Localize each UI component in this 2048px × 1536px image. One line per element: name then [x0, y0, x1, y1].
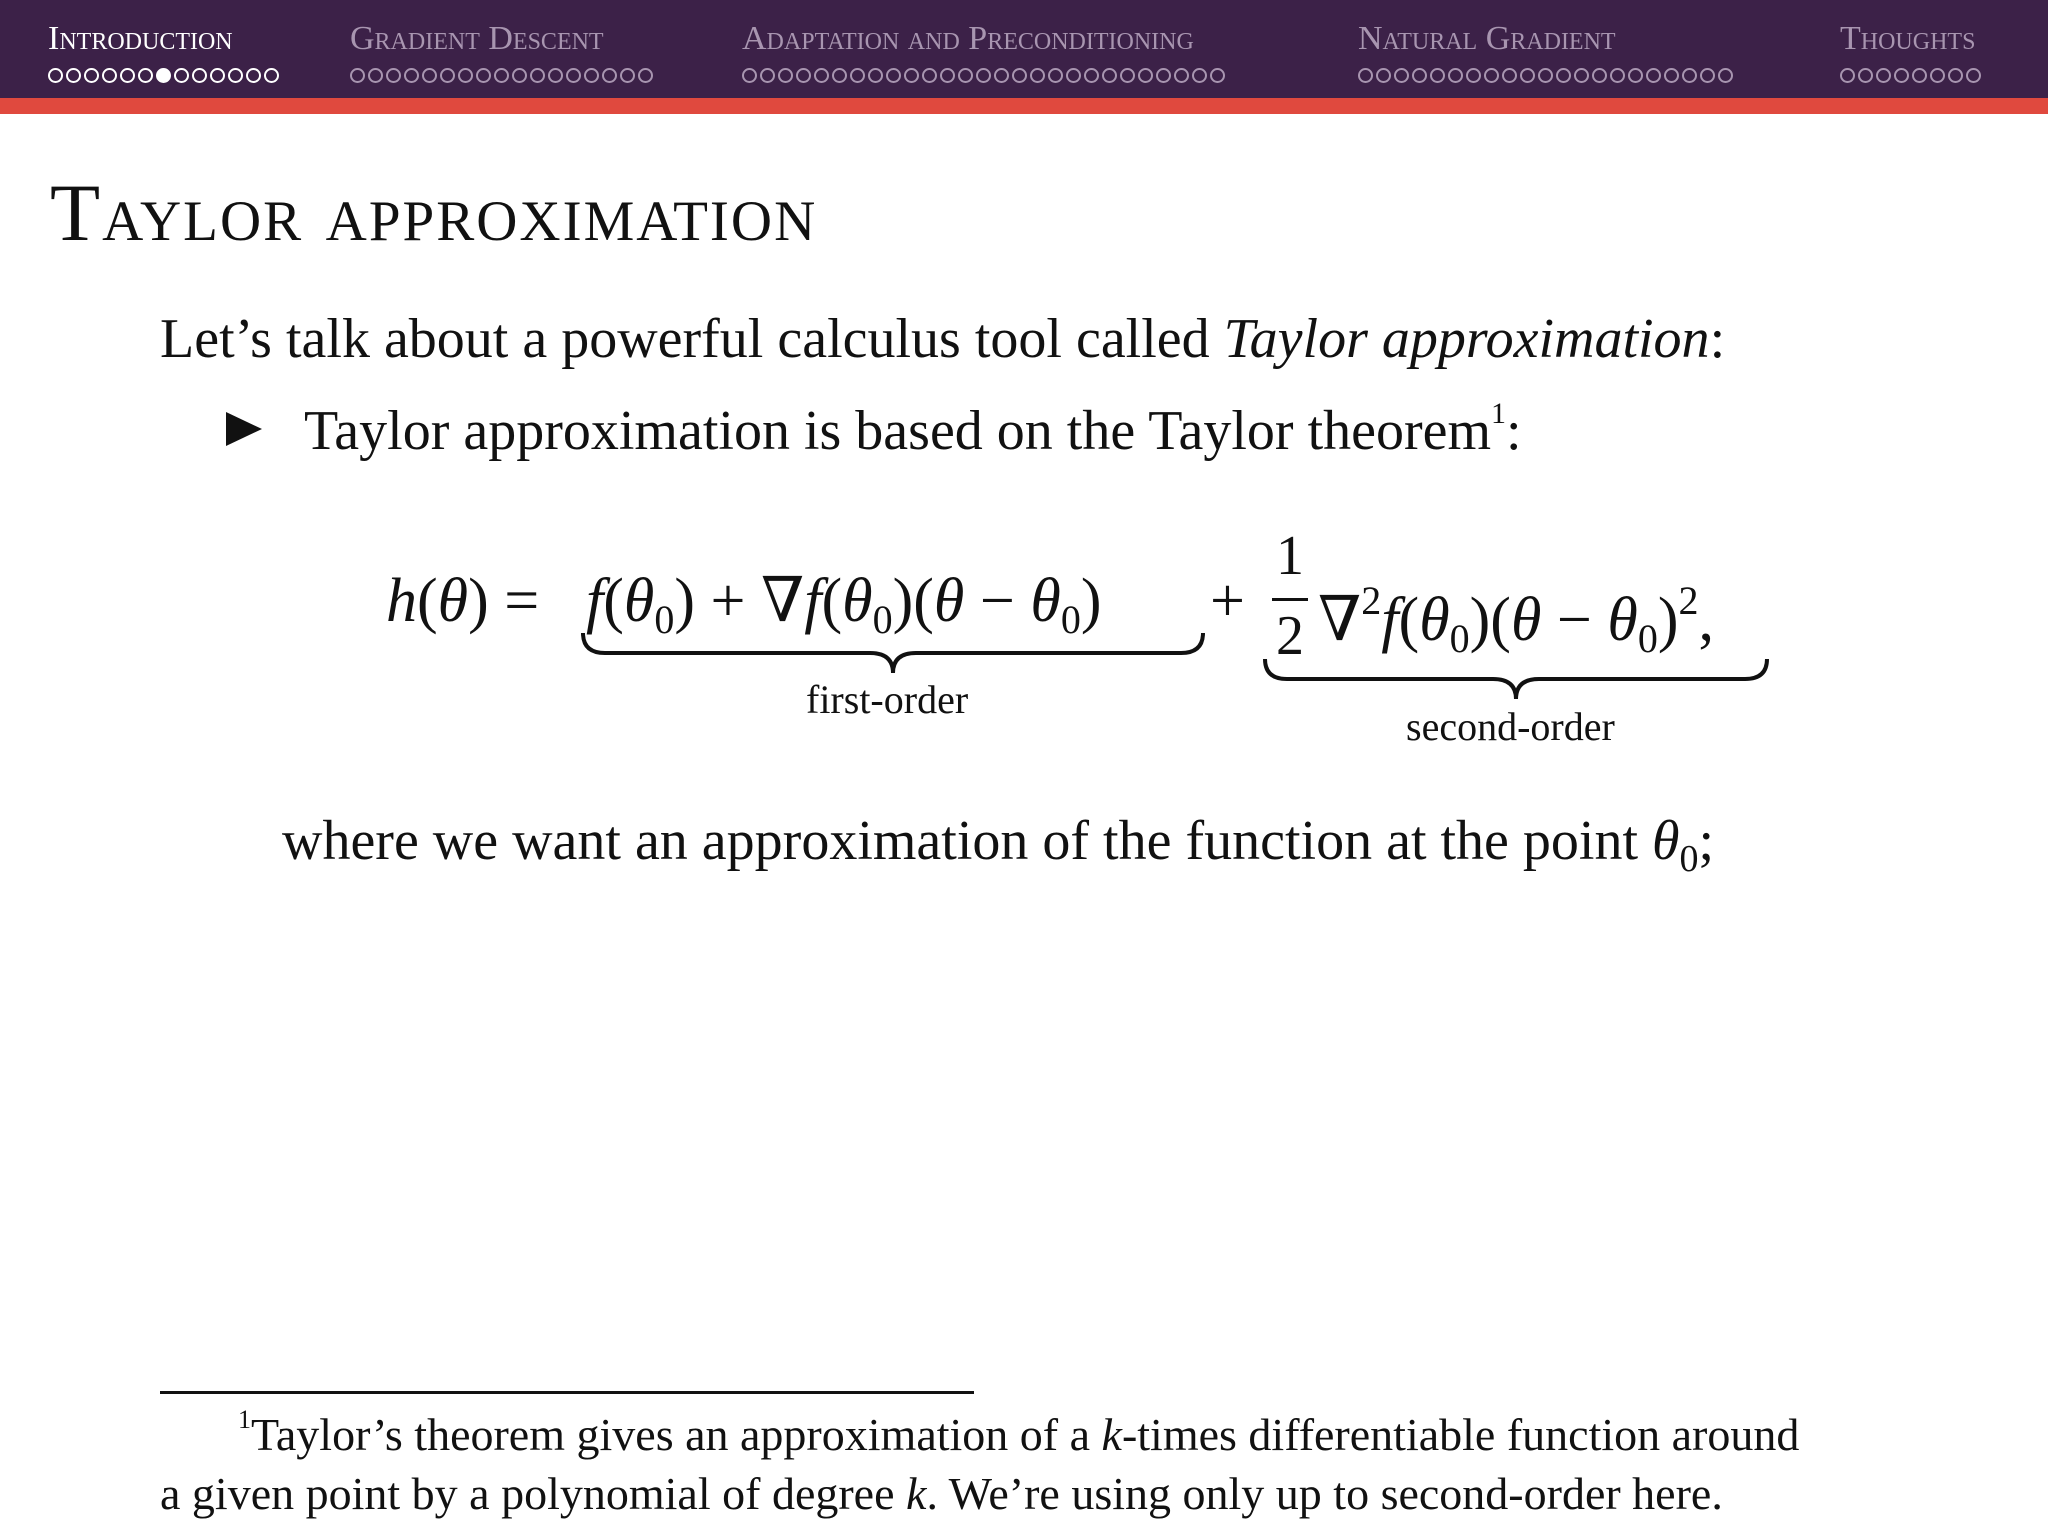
taylor-equation [0, 0, 2048, 760]
footnote-k: k [906, 1468, 927, 1519]
second-order-label: second-order [1406, 704, 1615, 749]
first-order-term: $f(\theta_0) + \nabla f(\theta_0)(\theta - \theta_0)$ [586, 567, 1102, 642]
second-order-term: $\nabla^2f(\theta_0)(\theta - \theta_0)^2$, [1318, 578, 1715, 661]
nav-section-title[interactable]: Thoughts [1840, 20, 1976, 57]
bullet-text: Taylor approximation is based on the Taylor theorem [304, 400, 1492, 462]
footnote-text: -times differentiable function around [1121, 1409, 1800, 1460]
nav-section-title[interactable]: Introduction [48, 20, 233, 57]
intro-emphasis: Taylor approximation [1223, 308, 1710, 370]
first-order-label: first-order [806, 677, 969, 722]
nav-section-title[interactable]: Adaptation and Preconditioning [742, 20, 1194, 57]
footnote-line-2 [160, 1466, 1723, 1522]
intro-suffix: : [1709, 308, 1726, 370]
footnote-text: . We’re using only up to second-order here. [926, 1468, 1723, 1519]
bullet-suffix: : [1506, 400, 1522, 462]
nav-section-title[interactable]: Natural Gradient [1358, 20, 1616, 57]
first-order-underbrace [580, 630, 1206, 676]
second-order-underbrace [1262, 656, 1770, 702]
fraction-bar [1272, 598, 1308, 601]
footnote-rule [160, 1391, 974, 1394]
footnote-line-1 [238, 1407, 1799, 1463]
footnote-text: Taylor’s theorem gives an approximation of a [251, 1409, 1102, 1460]
slide-title: Taylor approximation [50, 167, 818, 258]
fraction-numerator: 1 [1276, 525, 1304, 587]
footnote-text: a given point by a polynomial of degree [160, 1468, 907, 1519]
equation-lhs: h(θ) = [386, 567, 540, 635]
nav-section-title[interactable]: Gradient Descent [350, 20, 604, 57]
where-subscript: 0 [1679, 838, 1699, 880]
footnote-number: 1 [238, 1405, 251, 1434]
where-text [282, 808, 1714, 892]
footnote-reference[interactable]: 1 [1491, 397, 1507, 430]
where-variable: θ [1652, 810, 1680, 872]
plus-sign: + [1210, 567, 1245, 635]
footnote-k: k [1101, 1409, 1122, 1460]
where-suffix: ; [1698, 810, 1715, 872]
fraction-denominator: 2 [1276, 605, 1304, 667]
where-prefix: where we want an approximation of the function at the point [282, 810, 1653, 872]
intro-prefix: Let’s talk about a powerful calculus tool called [160, 308, 1224, 370]
